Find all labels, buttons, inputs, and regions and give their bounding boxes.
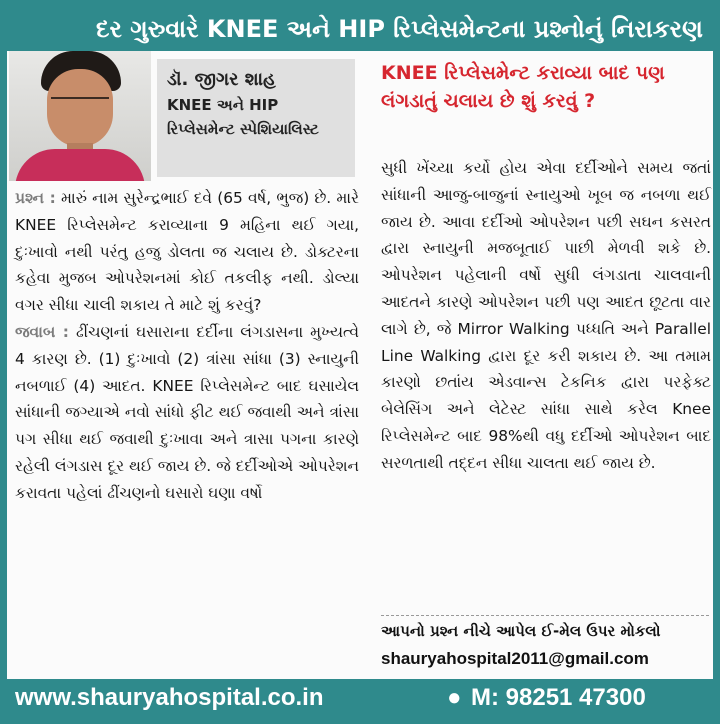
question-title: KNEE રિપ્લેસમેન્ટ કરાવ્યા બાદ પણ લંગડાતું ચલાય છે શું કરવું ? bbox=[381, 62, 665, 112]
contact-email-link[interactable]: shauryahospital2011@gmail.com bbox=[381, 649, 649, 668]
question-text: મારું નામ સુરેન્દ્રભાઈ દવે (65 વર્ષ, ભુજ) છે. મારે KNEE રિપ્લેસમેન્ટ કરાવ્યાના 9 મહિના થઈ ગયા, દુઃખાવો નથી પરંતુ હજુ ડોલતા જ ચલાય છે. ડોક્ટરના કહેવા મુજબ ઓપરેશનમાં કોઈ તકલીફ નથી. ડોલ્યા વગર સીધા ચાલી શકાય તે માટે શું કરવું? bbox=[15, 189, 359, 315]
website-link[interactable]: www.shauryahospital.co.in bbox=[15, 684, 324, 711]
question-label: પ્રશ્ન : bbox=[15, 189, 56, 207]
phone-number[interactable]: M: 98251 47300 bbox=[471, 684, 646, 711]
separator-dot: ● bbox=[447, 684, 462, 711]
footer-banner bbox=[7, 679, 713, 717]
left-column bbox=[15, 185, 359, 507]
header-banner: દર ગુરુવારે KNEE અને HIP રિપ્લેસમેન્ટના પ્રશ્નોનું નિરાકરણ bbox=[7, 7, 713, 51]
doctor-info-box bbox=[157, 59, 355, 177]
doctor-photo bbox=[9, 51, 151, 181]
doctor-title-line1: KNEE અને HIP bbox=[167, 96, 279, 114]
doctor-title-line2: રિપ્લેસમેન્ટ સ્પેશિયાલિસ્ટ bbox=[167, 120, 319, 138]
answer-right-text: સુધી ખેંચ્યા કર્યો હોય એવા દર્દીઓને સમય જતાં સાંધાની આજુ-બાજુનાં સ્નાયુઓ ખૂબ જ નબળા થઈ જાય છે. આવા દર્દીઓ ઓપરેશન પછી સઘન કસરત દ્વારા સ્નાયુની મજબૂતાઈ પાછી મેળવી શકે છે. ઓપરેશન પહેલાની વર્ષો સુધી લંગડાતા ચાલવાની આદતને કારણે ઓપરેશન પછી પણ આદત છૂટતા વાર લાગે છે, જે Mirror Walking પધ્ધતિ અને Parallel Line Walking દ્વારા દૂર કરી શકાય છે. આ તમામ કારણો છતાંય એડવાન્સ ટેકનિક દ્વારા પરફેક્ટ બેલેસિંગ અને લેટેસ્ટ સાંધા સાથે કરેલ Knee રિપ્લેસમેન્ટ બાદ 98%થી વધુ દર્દીઓ ઓપરેશન બાદ સરળતાથી તદ્દન સીધા ચાલતા થઈ જાય છે. bbox=[381, 159, 711, 472]
answer-label: જવાબ : bbox=[15, 322, 69, 341]
doctor-name: ડૉ. જીગર શાહ bbox=[167, 69, 276, 90]
answer-left-text: ઢીંચણનાં ઘસારાના દર્દીના લંગડાસના મુખ્યત્વે 4 કારણ છે. (1) દુઃખાવો (2) ત્રાંસા સાંધા (3) સ્નાયુની નબળાઈ (4) આદત. KNEE રિપ્લેસમેન્ટ બાદ ઘસાયેલ સાંધાની જગ્યાએ નવો સાંધો ફીટ થઈ જવાથી અને ત્રાંસા પગ સીધા થઈ જવાથી દુઃખાવા અને ત્રાસા પગના કારણે રહેલી લંગડાસ દૂર થઈ જાય છે. જે દર્દીઓએ ઓપરેશન કરાવતા પહેલાં ઢીંચણનો ઘસારો ઘણા વર્ષો bbox=[15, 322, 359, 502]
right-column bbox=[381, 155, 711, 477]
contact-prompt: આપનો પ્રશ્ન નીચે આપેલ ઈ-મેલ ઉપર મોકલો bbox=[381, 622, 661, 640]
divider bbox=[381, 615, 709, 616]
